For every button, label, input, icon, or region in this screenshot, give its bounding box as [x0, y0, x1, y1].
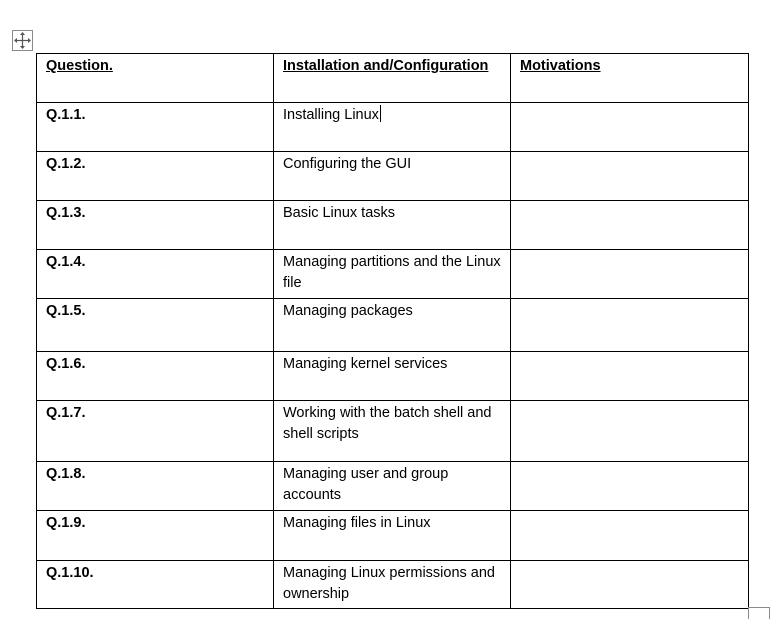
table-resize-handle-icon[interactable] — [748, 607, 770, 619]
question-cell[interactable]: Q.1.8. — [37, 462, 274, 511]
topic-text: Basic Linux tasks — [283, 205, 396, 221]
table-row — [37, 561, 749, 609]
topic-text: Configuring the GUI — [283, 156, 412, 172]
motivation-cell[interactable] — [511, 352, 749, 401]
table-row — [37, 511, 749, 561]
topic-cell[interactable] — [274, 299, 511, 352]
topic-text: Managing Linux permissions and ownership — [283, 565, 495, 602]
question-cell[interactable]: Q.1.5. — [37, 299, 274, 352]
table-row — [37, 201, 749, 250]
motivation-cell[interactable] — [511, 103, 749, 152]
table-row — [37, 352, 749, 401]
topic-cell[interactable] — [274, 401, 511, 462]
question-cell[interactable]: Q.1.9. — [37, 511, 274, 561]
motivation-cell[interactable] — [511, 561, 749, 609]
motivation-cell[interactable] — [511, 201, 749, 250]
table-header-row — [37, 54, 749, 103]
topic-text: Managing kernel services — [283, 356, 448, 372]
topic-cell[interactable] — [274, 462, 511, 511]
question-cell[interactable]: Q.1.10. — [37, 561, 274, 609]
motivation-cell[interactable] — [511, 152, 749, 201]
header-installation-configuration[interactable]: Installation and/Configuration — [274, 54, 511, 103]
text-cursor — [380, 105, 381, 122]
topic-cell[interactable] — [274, 352, 511, 401]
table-row — [37, 299, 749, 352]
table-row — [37, 462, 749, 511]
motivation-cell[interactable] — [511, 250, 749, 299]
motivation-cell[interactable] — [511, 511, 749, 561]
motivation-cell[interactable] — [511, 462, 749, 511]
topic-cell[interactable] — [274, 152, 511, 201]
question-cell[interactable]: Q.1.2. — [37, 152, 274, 201]
topic-cell[interactable] — [274, 103, 511, 152]
table-row — [37, 103, 749, 152]
question-cell[interactable]: Q.1.1. — [37, 103, 274, 152]
motivation-cell[interactable] — [511, 401, 749, 462]
header-question[interactable]: Question. — [37, 54, 274, 103]
table-move-handle-icon[interactable] — [12, 30, 33, 51]
question-cell[interactable]: Q.1.6. — [37, 352, 274, 401]
topic-cell[interactable] — [274, 201, 511, 250]
table-row — [37, 401, 749, 462]
table-row — [37, 152, 749, 201]
topic-text: Working with the batch shell and shell scripts — [283, 405, 492, 442]
questions-table[interactable] — [36, 53, 749, 609]
question-cell[interactable]: Q.1.4. — [37, 250, 274, 299]
topic-text: Managing packages — [283, 303, 413, 319]
topic-cell[interactable] — [274, 250, 511, 299]
topic-cell[interactable] — [274, 511, 511, 561]
question-cell[interactable]: Q.1.3. — [37, 201, 274, 250]
topic-text: Managing user and group accounts — [283, 466, 449, 503]
topic-text: Managing files in Linux — [283, 515, 431, 531]
table-row — [37, 250, 749, 299]
question-cell[interactable]: Q.1.7. — [37, 401, 274, 462]
motivation-cell[interactable] — [511, 299, 749, 352]
topic-cell[interactable] — [274, 561, 511, 609]
topic-text: Managing partitions and the Linux file — [283, 254, 501, 291]
header-motivations[interactable]: Motivations — [511, 54, 749, 103]
topic-text: Installing Linux — [283, 107, 379, 123]
